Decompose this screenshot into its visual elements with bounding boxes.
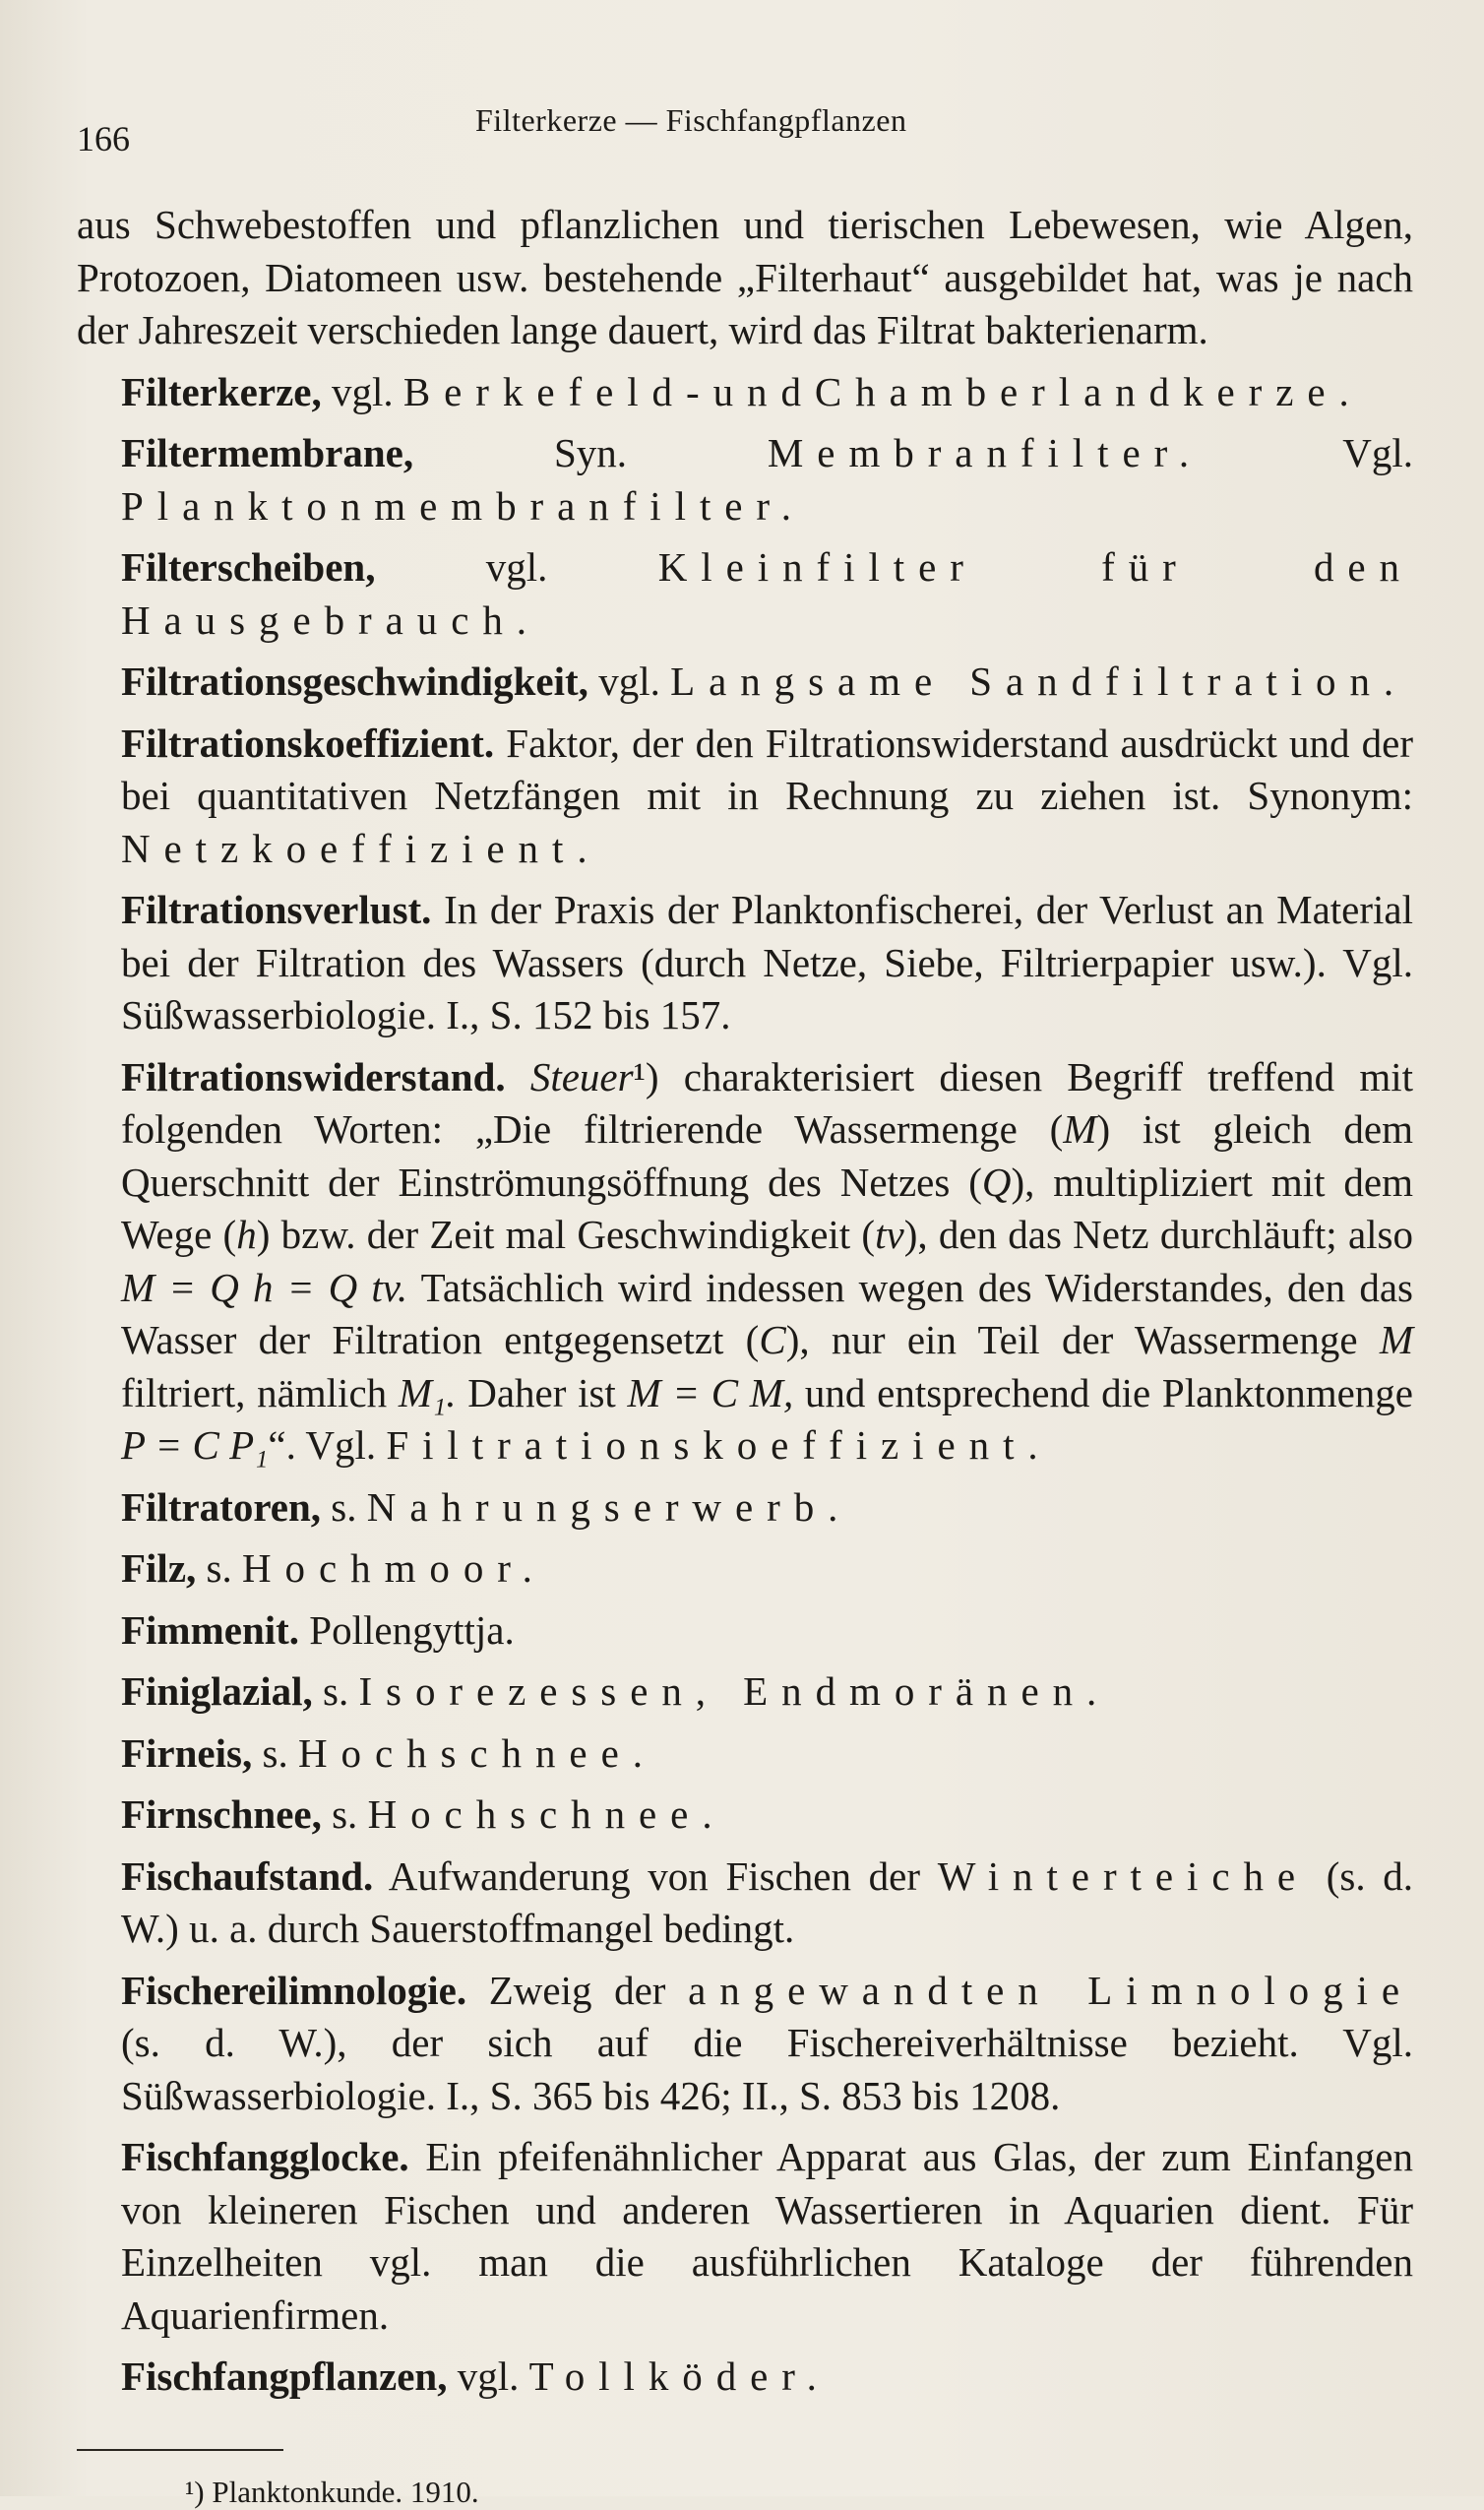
- dictionary-entry: [77, 541, 1413, 647]
- entry-text: (s. d. W.), der sich auf die Fischereiverhältnisse bezieht. Vgl. Süßwasserbiologie. I., S. 365 bis 426; II., S. 853 bis 1208.: [121, 2020, 1413, 2118]
- entry-headword: Filtratoren,: [121, 1483, 322, 1530]
- entry-text: [506, 1054, 530, 1099]
- entry-headword: Filterkerze,: [121, 368, 322, 414]
- dictionary-entry: [77, 1542, 1413, 1596]
- entry-text: In der Praxis der Planktonfischerei, der Verlust an Material bei der Filtration des Wassers (durch Netze, Siebe, Filtrierpapier usw.). Vgl. Süßwasserbiologie. I., S. 152 bis 157.: [121, 887, 1413, 1037]
- entry-text: P = C P₁: [121, 1422, 269, 1468]
- entry-text: s.: [321, 1483, 367, 1530]
- cross-reference: Hochmoor.: [242, 1545, 546, 1591]
- dictionary-entry: [77, 2131, 1413, 2342]
- cross-reference: Hochschnee.: [297, 1729, 656, 1776]
- entry-text: h: [236, 1212, 257, 1257]
- entry-text: Tatsächlich wird indessen wegen des Widerstandes, den das Wasser der Filtration entgegensetzt (: [121, 1264, 1413, 1362]
- running-head: Filterkerze — Fischfangpflanzen: [475, 102, 907, 138]
- entry-text: s.: [196, 1545, 242, 1591]
- dictionary-entry: [77, 427, 1413, 533]
- entry-text: filtriert, nämlich: [121, 1369, 399, 1415]
- entry-headword: Filz,: [121, 1545, 197, 1591]
- cross-reference: Planktonmembranfilter.: [121, 482, 805, 529]
- entry-text: vgl.: [587, 659, 671, 704]
- entry-text: vgl.: [321, 368, 403, 414]
- entry-text: ) bzw. der Zeit mal Geschwindigkeit (: [256, 1212, 876, 1257]
- entry-text: Zweig der: [466, 1967, 689, 2013]
- footnote: ¹) Planktonkunde. 1910.: [185, 2474, 479, 2509]
- dictionary-entry: [77, 884, 1413, 1042]
- entry-headword: Fimmenit.: [121, 1606, 300, 1653]
- entry-headword: Filtrationswiderstand.: [121, 1053, 506, 1099]
- entry-text: Syn.: [413, 430, 768, 475]
- entry-text: “. Vgl.: [268, 1422, 387, 1468]
- entry-text: Pollengyttja.: [299, 1606, 515, 1653]
- entry-text: ), multipliziert mit dem Wege (: [121, 1159, 1413, 1257]
- dictionary-entry: [77, 366, 1413, 419]
- entry-headword: Filtermembrane,: [121, 430, 414, 475]
- entry-text: Steuer: [529, 1053, 634, 1099]
- dictionary-entry: [77, 1965, 1413, 2123]
- dictionary-entry: [77, 1665, 1413, 1719]
- entry-text: M₁.: [398, 1369, 457, 1415]
- entry-text: ) ist gleich dem Querschnitt der Einströmungsöffnung des Netzes (: [121, 1106, 1413, 1205]
- entry-text: Daher ist: [456, 1369, 628, 1415]
- entry-text: und entsprechend die Planktonmenge: [793, 1369, 1413, 1415]
- entry-headword: Filterscheiben,: [121, 544, 376, 590]
- entry-headword: Filtrationsgeschwindigkeit,: [121, 659, 588, 704]
- entry-text: Faktor, der den Filtrationswiderstand ausdrückt und der bei quantitativen Netzfängen mit in Rechnung zu ziehen ist. Synonym:: [121, 720, 1413, 818]
- entry-text: M: [1063, 1106, 1097, 1152]
- entry-headword: Fischaufstand.: [121, 1852, 374, 1899]
- entry-headword: Firneis,: [121, 1729, 253, 1776]
- entry-text: M = C M,: [627, 1369, 794, 1415]
- entry-text: Q: [981, 1159, 1012, 1205]
- page-header: [77, 85, 1413, 158]
- dictionary-entry: [77, 1851, 1413, 1956]
- entry-headword: Fischereilimnologie.: [121, 1967, 467, 2013]
- entry-headword: Fischfangglocke.: [121, 2134, 409, 2179]
- entry-text: vgl.: [375, 544, 658, 590]
- dictionary-entry: [77, 1481, 1413, 1535]
- entry-continuation: [77, 199, 1413, 357]
- entry-text: ), nur ein Teil der Wassermenge: [785, 1317, 1380, 1362]
- dictionary-entry: [77, 1788, 1413, 1842]
- dictionary-entries: [77, 199, 1413, 2404]
- entry-headword: Fischfangpflanzen,: [121, 2353, 448, 2399]
- entry-text: ), den das Netz durchläuft; also: [903, 1212, 1413, 1257]
- dictionary-entry: [77, 2351, 1413, 2404]
- cross-reference: Berkefeld-undChamberlandkerze.: [402, 368, 1363, 414]
- entry-text: Vgl.: [1203, 430, 1413, 475]
- entry-text: M: [1379, 1317, 1414, 1362]
- cross-reference: Tollköder.: [528, 2353, 831, 2399]
- cross-reference: Nahrungserwerb.: [366, 1483, 852, 1530]
- cross-reference: Winterteiche: [937, 1852, 1310, 1899]
- entry-text: ¹) charakterisiert diesen Begriff treffend mit folgenden Worten: „Die filtrierende Wassermenge (: [121, 1053, 1413, 1152]
- entry-text: tv: [875, 1212, 904, 1257]
- dictionary-entry: [77, 718, 1413, 876]
- page-number: 166: [77, 119, 130, 158]
- dictionary-entry: [77, 1727, 1413, 1781]
- entry-headword: Filtrationskoeffizient.: [121, 720, 495, 766]
- entry-text: Aufwanderung von Fischen der: [373, 1852, 938, 1899]
- cross-reference: Langsame Sandfiltration.: [670, 659, 1408, 704]
- dictionary-entry: [77, 1604, 1413, 1658]
- cross-reference: Kleinfilter für den Hausgebrauch.: [121, 544, 1413, 643]
- entry-text: C: [759, 1317, 786, 1362]
- entry-text: aus Schwebestoffen und pflanzlichen und tierischen Lebewesen, wie Algen, Protozoen, Diatomeen usw. bestehende „Filterhaut“ ausgebildet hat, was je nach der Jahreszeit verschieden lange dauert, wird das Filtrat bakterienarm.: [77, 202, 1413, 352]
- entry-headword: Firnschnee,: [121, 1791, 322, 1837]
- entry-headword: Finiglazial,: [121, 1668, 313, 1714]
- cross-reference: angewandten Limnologie: [688, 1967, 1413, 2013]
- entry-text: vgl.: [447, 2353, 529, 2399]
- entry-text: s.: [312, 1668, 359, 1714]
- entry-text: s.: [321, 1791, 368, 1837]
- entry-text: s.: [252, 1729, 298, 1776]
- entry-text: M = Q h = Q tv.: [121, 1264, 408, 1310]
- cross-reference: Netzkoeffizient.: [121, 825, 601, 871]
- entry-text: (s. d. W.) u. a. durch Sauerstoffmangel bedingt.: [121, 1852, 1414, 1951]
- cross-reference: Isorezessen, Endmoränen.: [358, 1668, 1111, 1714]
- footnote-divider: [77, 2449, 283, 2451]
- cross-reference: Filtrationskoeffizient.: [386, 1422, 1052, 1468]
- dictionary-entry: [77, 656, 1413, 709]
- cross-reference: Membranfilter.: [767, 430, 1204, 475]
- entry-headword: Filtrationsverlust.: [121, 887, 432, 932]
- cross-reference: Hochschnee.: [367, 1791, 726, 1837]
- dictionary-entry: [77, 1051, 1413, 1473]
- entry-text: Ein pfeifenähnlicher Apparat aus Glas, der zum Einfangen von kleineren Fischen und anderen Wassertieren in Aquarien dient. Für Einzelheiten vgl. man die ausführlichen Kataloge der führenden Aquarienfirmen.: [121, 2134, 1413, 2338]
